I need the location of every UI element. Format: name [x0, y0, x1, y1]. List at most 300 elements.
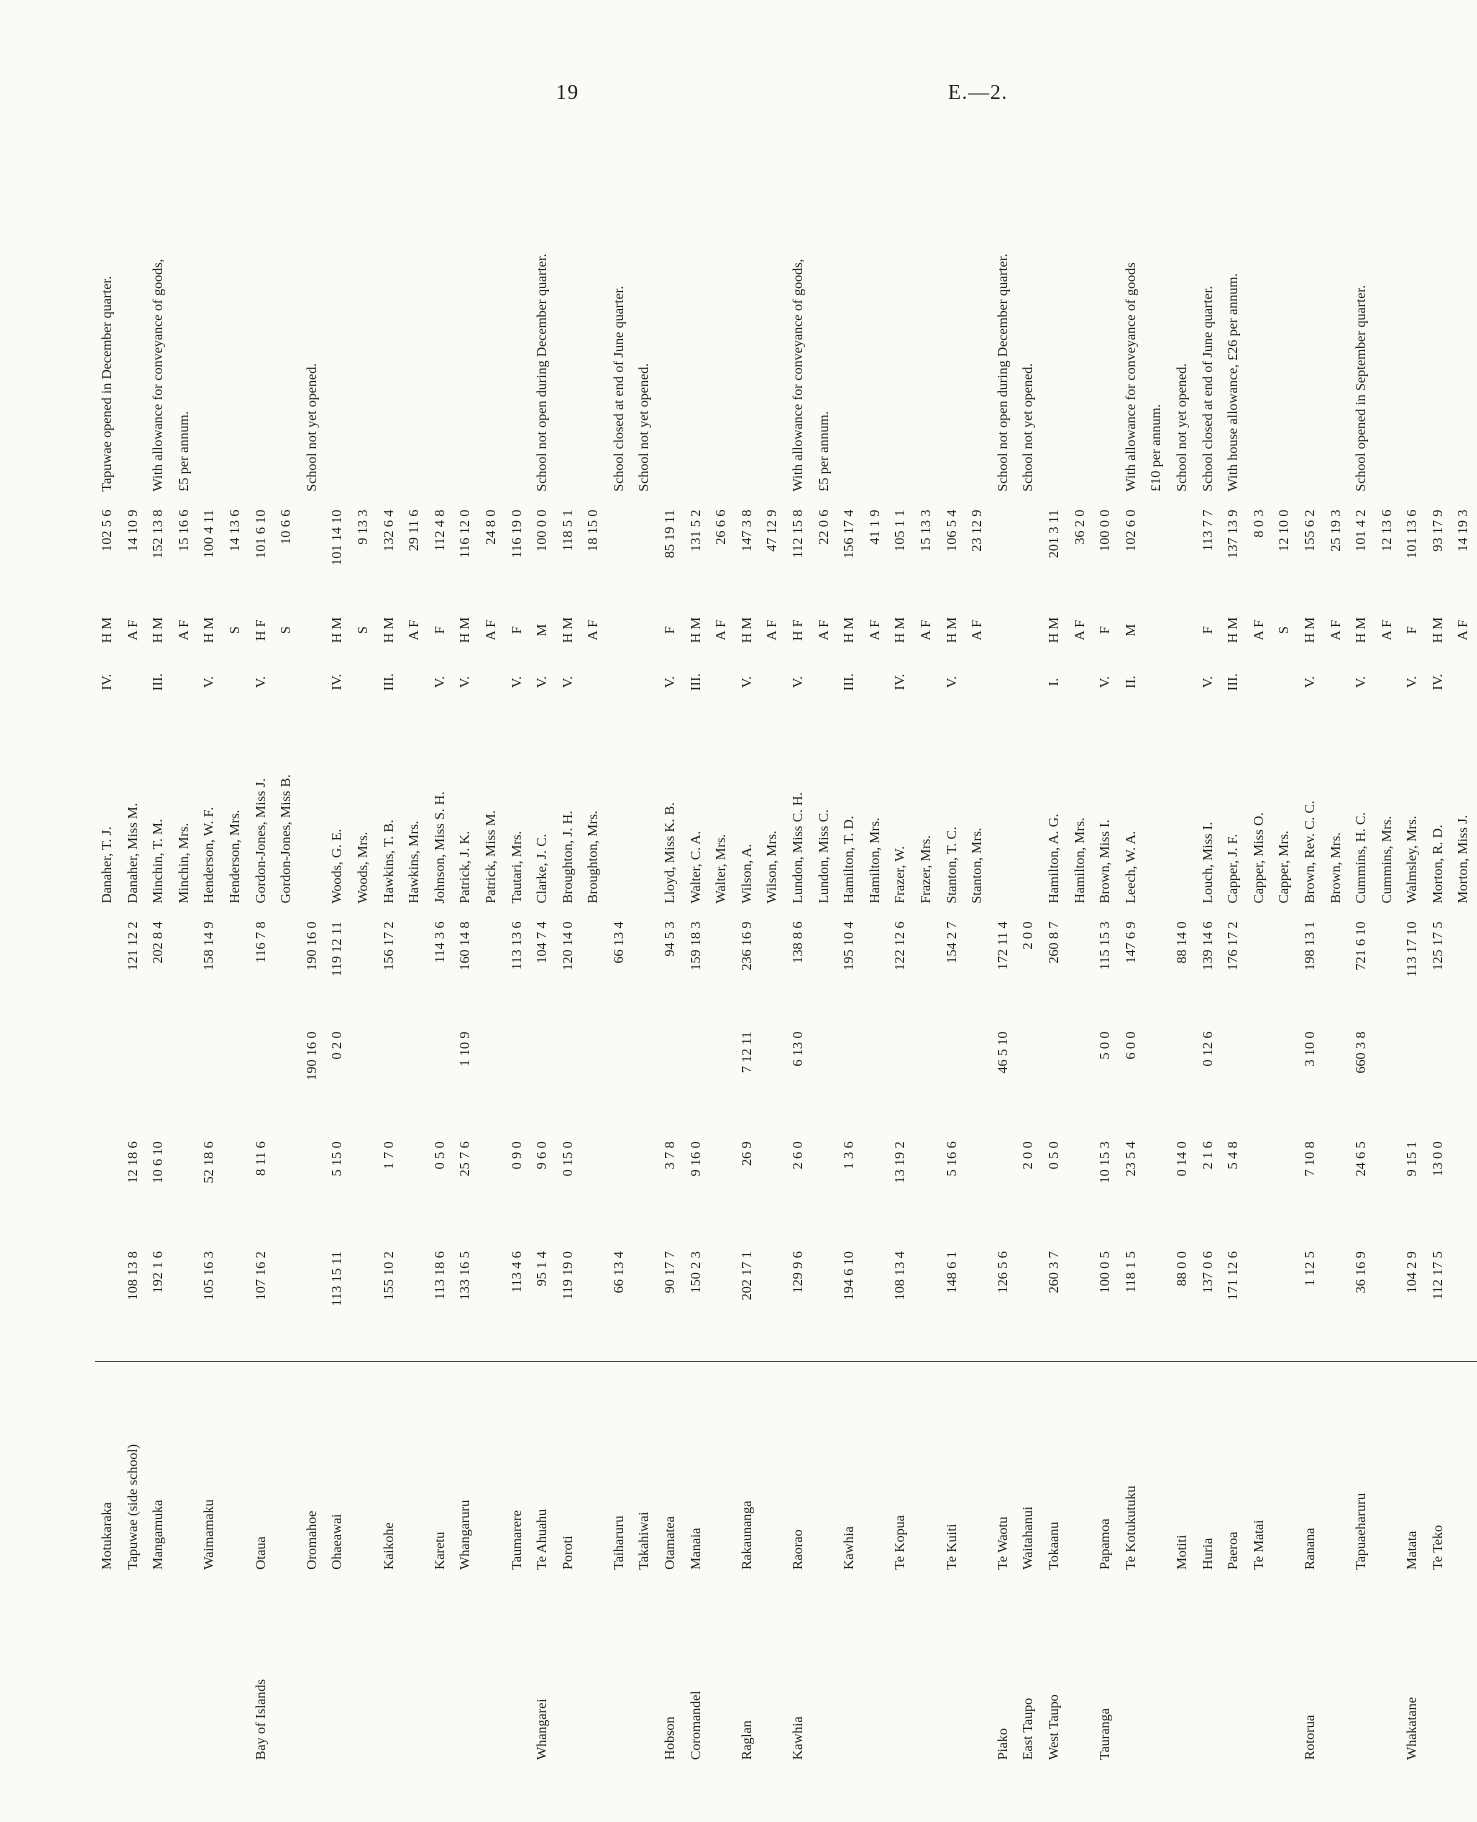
class-cell	[812, 657, 838, 708]
amount-cell	[863, 1243, 889, 1361]
remarks-cell	[658, 80, 684, 504]
remarks-cell	[274, 80, 300, 504]
school-name-cell: Matata	[1400, 1361, 1426, 1574]
teacher-name-cell: Broughton, Mrs.	[586, 810, 602, 904]
class-cell	[991, 657, 1017, 708]
teacher-name-cell: Woods, G. E.	[330, 828, 346, 904]
table-row	[888, 80, 914, 1760]
salary-cell: 25 19 3	[1328, 509, 1344, 552]
table-row	[581, 80, 607, 1760]
amount-cell: 88 0 0	[1174, 1251, 1190, 1287]
staff-code-cell: S	[1277, 626, 1293, 635]
school-name-cell	[1451, 1361, 1477, 1574]
class-cell: V.	[739, 676, 755, 688]
amount-cell: 13 0 0	[1430, 1141, 1446, 1177]
county-cell	[1324, 1574, 1350, 1760]
salary-cell: 101 6 10	[253, 509, 269, 559]
total-cell: 119 12 11	[330, 921, 346, 977]
remarks-cell	[1247, 80, 1273, 504]
teacher-name-cell	[607, 708, 633, 914]
amount-cell	[760, 1023, 786, 1133]
remarks-cell	[1298, 80, 1324, 504]
teacher-name-cell: Hamilton, Mrs.	[1072, 817, 1088, 904]
teacher-name-cell: Danaher, Miss M.	[125, 802, 141, 904]
class-cell: V.	[432, 676, 448, 688]
amount-cell	[1375, 1133, 1401, 1243]
class-cell	[351, 657, 377, 708]
class-cell: V.	[663, 676, 679, 688]
salary-cell: 15 16 6	[176, 509, 192, 552]
amount-cell: 105 16 3	[202, 1251, 218, 1301]
amount-cell	[479, 1133, 505, 1243]
total-cell: 120 14 0	[560, 921, 576, 971]
table-row	[812, 80, 838, 1760]
remarks-cell	[1068, 80, 1094, 504]
total-cell	[1068, 914, 1094, 1024]
class-cell: II.	[1123, 675, 1139, 689]
salary-cell: 36 2 0	[1072, 509, 1088, 545]
amount-cell: 112 17 5	[1430, 1251, 1446, 1300]
county-cell: Coromandel	[688, 1690, 704, 1760]
teacher-name-cell: Capper, Miss O.	[1251, 812, 1267, 904]
staff-code-cell: A F	[1456, 619, 1472, 641]
amount-cell: 194 6 10	[842, 1251, 858, 1301]
salary-cell: 14 19 3	[1456, 509, 1472, 552]
county-cell	[632, 1574, 658, 1760]
salary-cell	[1170, 504, 1196, 604]
teacher-name-cell: Clarke, J. C.	[535, 833, 551, 904]
remarks-cell	[863, 80, 889, 504]
remarks-cell: School not yet opened.	[1021, 363, 1037, 492]
total-cell: 114 3 6	[432, 921, 448, 964]
staff-code-cell: A F	[1072, 619, 1088, 641]
school-name-cell: Te Kuiti	[940, 1361, 966, 1574]
document-serial: E.—2.	[948, 80, 1008, 104]
amount-cell	[1400, 1023, 1426, 1133]
teacher-name-cell: Danaher, T. J.	[100, 826, 115, 904]
table-row	[991, 80, 1017, 1760]
staff-code-cell: H M	[100, 617, 115, 644]
school-name-cell: Tapuaeharuru	[1349, 1361, 1375, 1574]
class-cell	[1068, 657, 1094, 708]
amount-cell	[402, 1243, 428, 1361]
county-cell	[760, 1574, 786, 1760]
school-name-cell: Te Kopua	[888, 1361, 914, 1574]
teacher-name-cell	[1144, 708, 1170, 914]
teacher-name-cell: Wilson, A.	[739, 843, 755, 904]
amount-cell: 5 15 0	[330, 1141, 346, 1177]
amount-cell: 118 1 5	[1123, 1251, 1139, 1293]
amount-cell: 1 12 5	[1302, 1251, 1318, 1287]
class-cell: V.	[253, 676, 269, 688]
remarks-cell	[837, 80, 863, 504]
amount-cell	[965, 1133, 991, 1243]
county-cell: Piako	[995, 1728, 1011, 1760]
table-row	[1451, 80, 1477, 1760]
table-row	[632, 80, 658, 1760]
staff-code-cell	[1170, 604, 1196, 657]
remarks-cell	[505, 80, 531, 504]
amount-cell: 107 16 2	[253, 1251, 269, 1301]
amount-cell: 202 17 1	[739, 1251, 755, 1301]
teacher-name-cell	[300, 708, 326, 914]
staff-code-cell: A F	[176, 619, 192, 641]
table-row	[1221, 80, 1247, 1760]
amount-cell: 192 1 6	[151, 1251, 167, 1294]
school-name-cell: Kawhia	[837, 1361, 863, 1574]
school-name-cell: Te Waotu	[991, 1361, 1017, 1574]
class-cell: IV.	[100, 673, 115, 691]
amount-cell	[479, 1243, 505, 1361]
amount-cell	[1068, 1023, 1094, 1133]
county-cell	[709, 1574, 735, 1760]
amount-cell	[1324, 1133, 1350, 1243]
remarks-cell	[197, 80, 223, 504]
amount-cell	[837, 1023, 863, 1133]
teacher-name-cell: Capper, J. F.	[1226, 834, 1242, 904]
remarks-cell	[888, 80, 914, 504]
teacher-name-cell	[1016, 708, 1042, 914]
class-cell	[965, 657, 991, 708]
county-cell	[1247, 1574, 1273, 1760]
amount-cell: 13 19 2	[893, 1141, 909, 1184]
total-cell	[479, 914, 505, 1024]
amount-cell: 66 13 4	[611, 1251, 627, 1294]
salary-cell: 9 13 3	[355, 509, 371, 545]
school-name-cell: Raorao	[786, 1361, 812, 1574]
school-name-cell	[402, 1361, 428, 1574]
salary-cell: 102 6 0	[1123, 509, 1139, 552]
amount-cell: 133 16 5	[458, 1251, 474, 1301]
salary-cell: 10 6 6	[279, 509, 295, 545]
amount-cell	[95, 1023, 121, 1133]
amount-cell: 6 0 0	[1123, 1031, 1139, 1060]
amount-cell	[172, 1243, 198, 1361]
teacher-name-cell: Patrick, Miss M.	[483, 810, 499, 904]
salary-cell: 152 13 8	[151, 509, 167, 559]
amount-cell: 0 9 0	[509, 1141, 525, 1170]
amount-cell	[684, 1023, 710, 1133]
remarks-cell	[914, 80, 940, 504]
county-cell	[121, 1574, 147, 1760]
school-name-cell: Rakaunanga	[735, 1361, 761, 1574]
amount-cell	[1068, 1243, 1094, 1361]
remarks-cell: School closed at end of June quarter.	[611, 285, 627, 492]
remarks-cell: School not yet opened.	[637, 363, 653, 492]
amount-cell	[1144, 1243, 1170, 1361]
amount-cell	[632, 1133, 658, 1243]
staff-code-cell: H M	[151, 617, 167, 644]
amount-cell	[146, 1023, 172, 1133]
salary-cell: 12 10 0	[1277, 509, 1293, 552]
amount-cell: 6 13 0	[791, 1031, 807, 1067]
salary-cell: 12 13 6	[1379, 509, 1395, 552]
amount-cell	[914, 1243, 940, 1361]
staff-code-cell	[1016, 604, 1042, 657]
school-name-cell: Poroti	[556, 1361, 582, 1574]
class-cell	[1016, 657, 1042, 708]
amount-cell: 9 16 0	[688, 1141, 704, 1177]
amount-cell: 3 10 0	[1302, 1031, 1318, 1067]
table-row	[249, 80, 275, 1760]
teacher-name-cell: Cummins, H. C.	[1354, 812, 1370, 904]
table-row	[325, 80, 351, 1760]
county-cell	[812, 1574, 838, 1760]
teacher-name-cell: Brown, Rev. C. C.	[1302, 800, 1318, 904]
amount-cell: 126 5 6	[995, 1251, 1011, 1294]
remarks-cell	[453, 80, 479, 504]
table-row	[300, 80, 326, 1760]
school-name-cell: Mangamuka	[146, 1361, 172, 1574]
amount-cell: 5 4 8	[1226, 1141, 1242, 1170]
amount-cell	[812, 1133, 838, 1243]
table-row	[505, 80, 531, 1760]
remarks-cell	[402, 80, 428, 504]
amount-cell: 0 5 0	[432, 1141, 448, 1170]
class-cell	[1375, 657, 1401, 708]
table-row	[428, 80, 454, 1760]
table-row	[1119, 80, 1145, 1760]
remarks-cell: School not yet opened.	[304, 363, 320, 492]
amount-cell	[632, 1243, 658, 1361]
amount-cell: 9 6 0	[535, 1141, 551, 1170]
salary-cell: 22 0 6	[816, 509, 832, 545]
staff-code-cell: F	[1200, 626, 1216, 635]
remarks-cell: School not yet opened.	[1174, 363, 1190, 492]
total-cell: 94 5 3	[663, 921, 679, 957]
staff-code-cell: S	[227, 626, 243, 635]
school-name-cell: Takahiwai	[632, 1361, 658, 1574]
amount-cell	[581, 1133, 607, 1243]
county-cell	[1170, 1574, 1196, 1760]
remarks-cell: With allowance for conveyance of goods,	[151, 258, 167, 492]
teacher-name-cell	[1170, 708, 1196, 914]
teacher-name-cell: Lloyd, Miss K. B.	[663, 802, 679, 904]
staff-code-cell: A F	[867, 619, 883, 641]
total-cell: 176 17 2	[1226, 921, 1242, 971]
remarks-cell	[1272, 80, 1298, 504]
remarks-cell: With house allowance, £26 per annum.	[1226, 273, 1242, 492]
county-cell	[1272, 1574, 1298, 1760]
remarks-cell: £5 per annum.	[176, 411, 192, 492]
amount-cell	[991, 1133, 1017, 1243]
school-name-cell: Ranana	[1298, 1361, 1324, 1574]
class-cell: III.	[1226, 673, 1242, 691]
amount-cell	[965, 1023, 991, 1133]
staff-code-cell: S	[355, 626, 371, 635]
amount-cell: 113 18 6	[432, 1251, 448, 1300]
staff-code-cell: A F	[483, 619, 499, 641]
amount-cell: 36 16 9	[1354, 1251, 1370, 1294]
table-row	[658, 80, 684, 1760]
salary-cell: 15 13 3	[919, 509, 934, 552]
amount-cell: 24 6 5	[1354, 1141, 1370, 1177]
amount-cell	[274, 1243, 300, 1361]
total-cell	[632, 914, 658, 1024]
total-cell: 66 13 4	[611, 921, 627, 964]
school-name-cell	[914, 1361, 940, 1574]
amount-cell	[95, 1133, 121, 1243]
table-row	[172, 80, 198, 1760]
total-cell: 115 15 3	[1098, 921, 1114, 971]
school-name-cell	[1272, 1361, 1298, 1574]
staff-code-cell: F	[432, 626, 448, 635]
total-cell	[1247, 914, 1273, 1024]
remarks-cell	[249, 80, 275, 504]
school-name-cell	[1375, 1361, 1401, 1574]
county-cell	[197, 1574, 223, 1760]
county-cell	[1349, 1574, 1375, 1760]
amount-cell	[1144, 1133, 1170, 1243]
table-row	[1093, 80, 1119, 1760]
county-cell	[940, 1574, 966, 1760]
salary-cell	[1016, 504, 1042, 604]
amount-cell: 5 16 6	[944, 1141, 960, 1177]
amount-cell	[1426, 1023, 1452, 1133]
amount-cell: 150 2 3	[688, 1251, 704, 1294]
county-cell	[479, 1574, 505, 1760]
staff-code-cell: A F	[1328, 619, 1344, 641]
county-cell: Whakatane	[1405, 1697, 1421, 1760]
table-row	[351, 80, 377, 1760]
table-row	[1400, 80, 1426, 1760]
amount-cell	[1272, 1133, 1298, 1243]
remarks-cell: £5 per annum.	[816, 411, 832, 492]
school-name-cell: Te Kotukutuku	[1119, 1361, 1145, 1574]
amount-cell	[1144, 1023, 1170, 1133]
staff-code-cell: S	[279, 626, 295, 635]
amount-cell	[172, 1133, 198, 1243]
school-name-cell	[351, 1361, 377, 1574]
school-name-cell: Karetu	[428, 1361, 454, 1574]
total-cell	[95, 914, 121, 1024]
salary-cell: 85 19 11	[663, 509, 679, 559]
class-cell	[1247, 657, 1273, 708]
class-cell: III.	[688, 673, 704, 691]
school-name-cell	[709, 1361, 735, 1574]
salary-cell: 132 6 4	[381, 509, 397, 552]
salary-cell: 100 0 0	[1098, 509, 1114, 552]
teacher-name-cell: Wilson, Mrs.	[765, 830, 781, 904]
teacher-name-cell: Hawkins, Mrs.	[407, 820, 423, 904]
total-cell	[965, 914, 991, 1024]
remarks-cell: School not open during December quarter.	[535, 253, 551, 492]
amount-cell	[760, 1243, 786, 1361]
total-cell: 160 14 8	[458, 921, 474, 971]
amount-cell: 108 13 4	[893, 1251, 909, 1301]
amount-cell	[760, 1133, 786, 1243]
amount-cell: 260 3 7	[1046, 1251, 1062, 1294]
staff-code-cell: A F	[1251, 619, 1267, 641]
staff-code-cell: F	[1098, 626, 1114, 635]
amount-cell	[505, 1023, 531, 1133]
amount-cell	[1170, 1023, 1196, 1133]
amount-cell	[1247, 1243, 1273, 1361]
amount-cell	[1016, 1023, 1042, 1133]
amount-cell	[377, 1023, 403, 1133]
amount-cell: 90 17 7	[663, 1251, 679, 1294]
salary-cell: 14 10 9	[125, 509, 141, 552]
county-cell	[325, 1574, 351, 1760]
teacher-name-cell: Morton, Miss J.	[1456, 814, 1472, 904]
class-cell: V.	[1098, 676, 1114, 688]
class-cell	[274, 657, 300, 708]
staff-code-cell: H M	[458, 617, 474, 644]
remarks-cell	[709, 80, 735, 504]
school-name-cell: Manaia	[684, 1361, 710, 1574]
amount-cell	[632, 1023, 658, 1133]
county-cell: East Taupo	[1021, 1697, 1037, 1760]
table-row	[146, 80, 172, 1760]
amount-cell	[607, 1023, 633, 1133]
remarks-cell	[121, 80, 147, 504]
table-row	[914, 80, 940, 1760]
school-name-cell	[479, 1361, 505, 1574]
staff-code-cell: F	[663, 626, 679, 635]
school-name-cell	[581, 1361, 607, 1574]
salary-cell: 100 4 11	[202, 509, 218, 559]
salary-cell	[632, 504, 658, 604]
total-cell	[863, 914, 889, 1024]
teacher-name-cell	[632, 708, 658, 914]
table-row	[1196, 80, 1222, 1760]
staff-code-cell: A F	[816, 619, 832, 641]
table-row	[1170, 80, 1196, 1760]
county-cell: Hobson	[663, 1716, 679, 1760]
county-cell	[1426, 1574, 1452, 1760]
remarks-cell: Tapuwae opened in December quarter.	[100, 276, 115, 492]
salary-cell: 131 5 2	[688, 509, 704, 552]
county-cell	[1068, 1574, 1094, 1760]
table-row	[453, 80, 479, 1760]
table-row	[1144, 80, 1170, 1760]
total-cell	[1144, 914, 1170, 1024]
total-cell: 195 10 4	[842, 921, 858, 971]
teacher-name-cell: Frazer, W.	[893, 846, 909, 904]
county-cell: Kawhia	[791, 1716, 807, 1760]
amount-cell: 100 0 5	[1098, 1251, 1114, 1294]
amount-cell: 171 12 6	[1226, 1251, 1242, 1301]
total-cell: 113 17 10	[1405, 921, 1421, 978]
staff-code-cell	[632, 604, 658, 657]
county-cell	[888, 1574, 914, 1760]
class-cell	[172, 657, 198, 708]
amount-cell: 1 7 0	[381, 1141, 397, 1170]
school-name-cell	[760, 1361, 786, 1574]
salary-cell: 100 0 0	[535, 509, 551, 552]
amount-cell	[709, 1133, 735, 1243]
class-cell: V.	[791, 676, 807, 688]
school-name-cell: Taumarere	[505, 1361, 531, 1574]
teacher-name-cell: Henderson, Mrs.	[227, 809, 243, 904]
class-cell: V.	[1405, 676, 1421, 688]
class-cell: V.	[1354, 676, 1370, 688]
teacher-name-cell: Walter, Mrs.	[714, 834, 730, 904]
county-cell	[300, 1574, 326, 1760]
amount-cell	[1375, 1023, 1401, 1133]
amount-cell	[863, 1023, 889, 1133]
class-cell	[479, 657, 505, 708]
school-name-cell: Taiharuru	[607, 1361, 633, 1574]
teacher-name-cell: Frazer, Mrs.	[919, 835, 934, 904]
staff-code-cell: H M	[688, 617, 704, 644]
salary-cell: 93 17 9	[1430, 509, 1446, 552]
salary-cell	[991, 504, 1017, 604]
staff-code-cell	[300, 604, 326, 657]
salary-cell: 101 4 2	[1354, 509, 1370, 552]
salary-cell: 41 1 9	[867, 509, 883, 545]
amount-cell	[402, 1023, 428, 1133]
